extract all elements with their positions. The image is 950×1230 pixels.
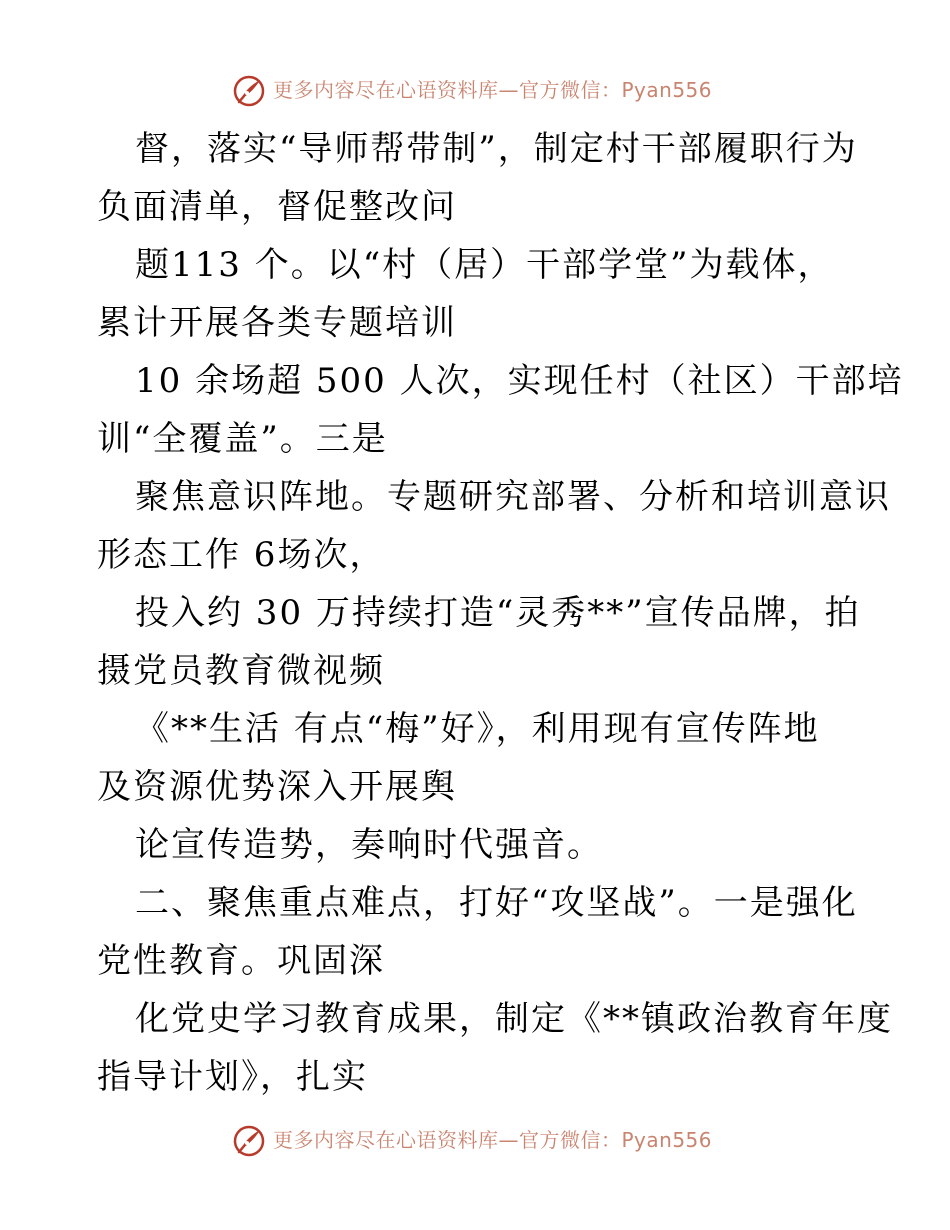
paragraph-line: 题113 个。以“村（居）干部学堂”为载体， xyxy=(135,245,834,285)
paragraph-line: 形态工作 6场次， xyxy=(97,535,386,575)
paragraph-line: 二、聚焦重点难点，打好“攻坚战”。一是强化 xyxy=(135,883,858,923)
paragraph-line: 督，落实“导师帮带制”，制定村干部履职行为 xyxy=(135,129,858,169)
paragraph-line: 10 余场超 500 人次，实现任村（社区）干部培 xyxy=(135,361,904,401)
header-watermark-text: 更多内容尽在心语资料库—官方微信：Pyan556 xyxy=(273,78,713,102)
paragraph-line: 指导计划》，扎实 xyxy=(97,1057,368,1097)
paragraph-line: 累计开展各类专题培训 xyxy=(97,303,457,343)
paragraph-line: 负面清单，督促整改问 xyxy=(97,187,457,227)
header-watermark xyxy=(0,70,950,110)
document-body xyxy=(97,120,904,1106)
paragraph-line: 及资源优势深入开展舆 xyxy=(97,767,457,807)
quill-pen-logo-icon xyxy=(232,74,266,108)
paragraph-line: 《**生活 有点“梅”好》，利用现有宣传阵地 xyxy=(135,709,820,749)
paragraph-line: 训“全覆盖”。三是 xyxy=(97,419,388,459)
paragraph-line: 聚焦意识阵地。专题研究部署、分析和培训意识 xyxy=(135,477,891,517)
paragraph-line: 论宣传造势，奏响时代强音。 xyxy=(135,825,603,865)
quill-pen-logo-icon xyxy=(232,1124,266,1158)
paragraph-line: 投入约 30 万持续打造“灵秀**”宣传品牌，拍 xyxy=(135,593,861,633)
footer-watermark-text: 更多内容尽在心语资料库—官方微信：Pyan556 xyxy=(273,1128,713,1152)
paragraph-line: 党性教育。巩固深 xyxy=(97,941,385,981)
paragraph-line: 摄党员教育微视频 xyxy=(97,651,385,691)
footer-watermark xyxy=(0,1120,950,1160)
paragraph-line: 化党史学习教育成果，制定《**镇政治教育年度 xyxy=(135,999,893,1039)
